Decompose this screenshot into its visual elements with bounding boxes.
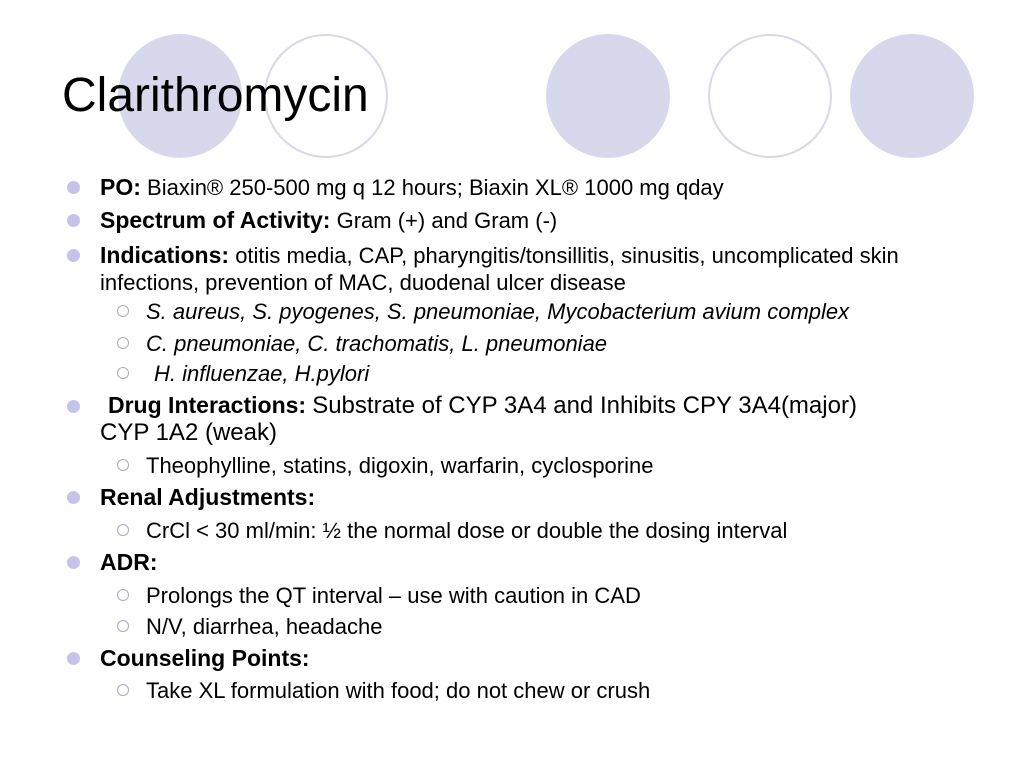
bullet-label: Renal Adjustments: xyxy=(100,484,316,510)
filled-circle-bullet-icon xyxy=(67,556,80,569)
bullet-text: otitis media, CAP, pharyngitis/tonsillitis, sinusitis, uncomplicated skin infections, prevention of MAC, duodenal ulcer disease xyxy=(100,243,899,295)
filled-circle-bullet-icon xyxy=(67,249,80,262)
hollow-circle-bullet-icon xyxy=(117,337,129,349)
filled-circle-bullet-icon xyxy=(67,181,80,194)
bullet-text: Gram (+) and Gram (-) xyxy=(336,208,558,233)
subbullet-renal-1: CrCl < 30 ml/min: ½ the normal dose or double the dosing interval xyxy=(146,518,788,543)
hollow-circle-bullet-icon xyxy=(117,305,129,317)
filled-circle-bullet-icon xyxy=(67,491,80,504)
subbullet-adr-1: Prolongs the QT interval – use with caution in CAD xyxy=(146,583,641,608)
hollow-circle-bullet-icon xyxy=(117,589,129,601)
bullet-text: Biaxin® 250-500 mg q 12 hours; Biaxin XL® 1000 mg qday xyxy=(147,175,724,200)
bullet-po xyxy=(100,174,980,201)
hollow-circle-bullet-icon xyxy=(117,459,129,471)
subbullet-counseling-1: Take XL formulation with food; do not chew or crush xyxy=(146,678,651,703)
bullet-label: PO: xyxy=(100,174,141,200)
hollow-circle-bullet-icon xyxy=(117,367,129,379)
hollow-circle-bullet-icon xyxy=(117,524,129,536)
subbullet-indications-1: S. aureus, S. pyogenes, S. pneumoniae, Mycobacterium avium complex xyxy=(146,299,850,324)
filled-circle-bullet-icon xyxy=(67,652,80,665)
bullet-indications xyxy=(100,242,950,296)
filled-circle-bullet-icon xyxy=(67,214,80,227)
bullet-renal xyxy=(100,484,980,511)
subbullet-indications-2: C. pneumoniae, C. trachomatis, L. pneumoniae xyxy=(146,331,608,356)
bullet-counseling xyxy=(100,645,980,672)
subbullet-drug-interactions-1: Theophylline, statins, digoxin, warfarin, cyclosporine xyxy=(146,453,654,478)
bullet-drug-interactions xyxy=(100,392,890,446)
bullet-label: Drug Interactions: xyxy=(108,392,307,418)
bullet-label: Counseling Points: xyxy=(100,645,310,671)
bullet-spectrum xyxy=(100,207,980,234)
bullet-label: Spectrum of Activity: xyxy=(100,207,331,233)
bullet-adr xyxy=(100,549,980,576)
bullet-text: Substrate of CYP 3A4 and Inhibits CPY 3A4(major) CYP 1A2 (weak) xyxy=(100,392,857,446)
bullet-label: Indications: xyxy=(100,242,230,268)
bullet-label: ADR: xyxy=(100,549,158,575)
filled-circle-bullet-icon xyxy=(67,400,80,413)
subbullet-indications-3: H. influenzae, H.pylori xyxy=(154,361,370,386)
hollow-circle-bullet-icon xyxy=(117,620,129,632)
slide-title: Clarithromycin xyxy=(62,69,369,122)
hollow-circle-bullet-icon xyxy=(117,684,129,696)
subbullet-adr-2: N/V, diarrhea, headache xyxy=(146,614,383,639)
